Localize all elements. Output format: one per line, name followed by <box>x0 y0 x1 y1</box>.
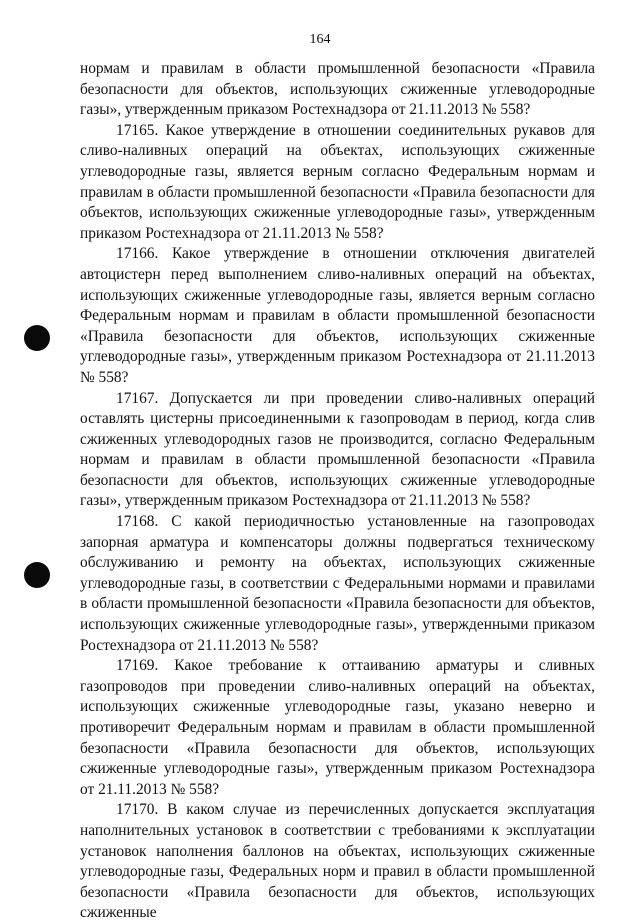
question-17170: 17170. В каком случае из перечисленных допускается эксплуатация наполнительных установок в соответствии с требованиями к эксплуатации установок наполнения баллонов на объектах, использующих сжиженные углеводородные газы, Федеральных норм и правил в области промышленной безопасности «Правила безопасности для объектов, использующих сжиженные <box>80 801 595 922</box>
paragraph-continuation: нормам и правилам в области промышленной безопасности «Правила безопасности для объектов, использующих сжиженные углеводородные газы», утвержденным приказом Ростехнадзора от 21.11.2013 № 558? <box>80 60 595 119</box>
question-17168: 17168. С какой периодичностью установленные на газопроводах запорная арматура и компенсаторы должны подвергаться техническому обслуживанию и ремонту на объектах, использующих сжиженные углеводородные газы, в соответствии с Федеральными нормами и правилами в области промышленной безопасности «Правила безопасности для объектов, использующих сжиженные углеводородные газы», утвержденными приказом Ростехнадзора от 21.11.2013 № 558? <box>80 513 595 654</box>
question-17169: 17169. Какое требование к оттаиванию арматуры и сливных газопроводов при проведении сливо-наливных операций на объектах, использующих сжиженные углеводородные газы, указано неверно и противоречит Федеральным нормам и правилам в области промышленной безопасности «Правила безопасности для объектов, использующих сжиженные углеводородные газы», утвержденным приказом Ростехнадзора от 21.11.2013 № 558? <box>80 657 595 798</box>
question-17165: 17165. Какое утверждение в отношении соединительных рукавов для сливо-наливных операций на объектах, использующих сжиженные углеводородные газы, является верным согласно Федеральным нормам и правилам в области промышленной безопасности «Правила безопасности для объектов, использующих сжиженные углеводородные газы», утвержденным приказом Ростехнадзора от 21.11.2013 № 558? <box>80 121 595 242</box>
question-17166: 17166. Какое утверждение в отношении отключения двигателей автоцистерн перед выполнением сливо-наливных операций на объектах, использующих сжиженные углеводородные газы, является верным согласно Федеральным нормам и правилам в области промышленной безопасности «Правила безопасности для объектов, использующих сжиженные углеводородные газы», утвержденным приказом Ростехнадзора от 21.11.2013 № 558? <box>80 245 595 386</box>
binder-hole <box>24 562 50 588</box>
document-body <box>80 59 595 924</box>
binder-hole <box>24 325 50 351</box>
page-number: 164 <box>309 32 331 47</box>
question-17167: 17167. Допускается ли при проведении сливо-наливных операций оставлять цистерны присоединенными к газопроводам в период, когда слив сжиженных углеводородных газов не производится, согласно Федеральным нормам и правилам в области промышленной безопасности «Правила безопасности для объектов, использующих сжиженные углеводородные газы», утвержденным приказом Ростехнадзора от 21.11.2013 № 558? <box>80 389 595 510</box>
